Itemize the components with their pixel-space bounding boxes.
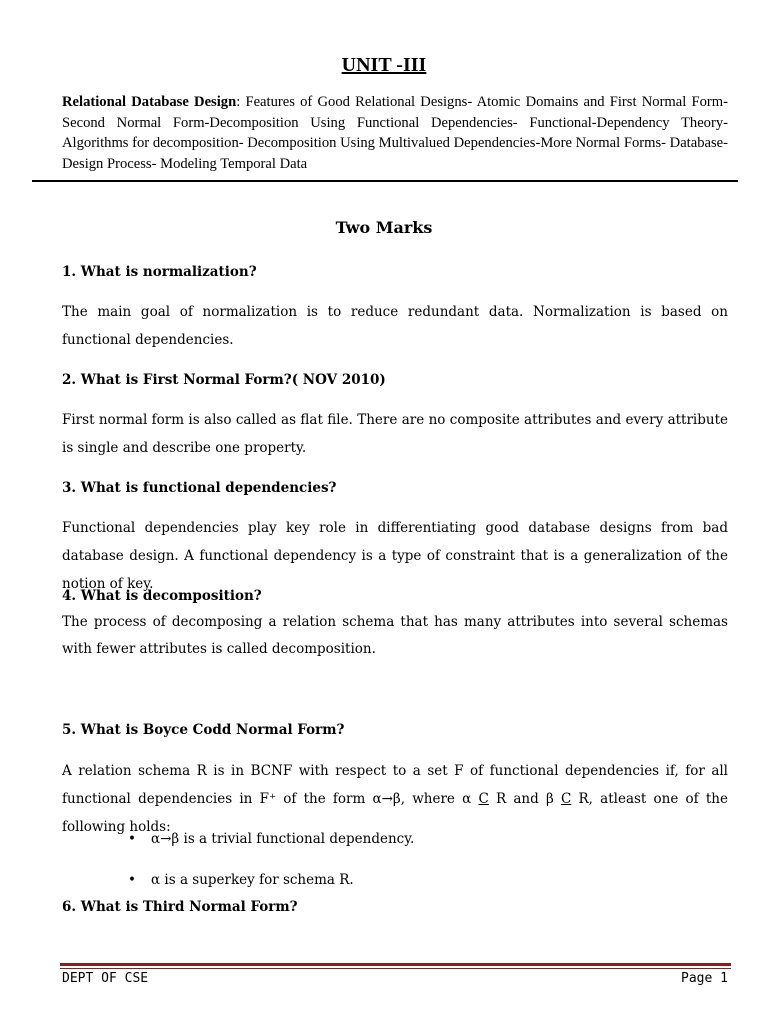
answer-2: First normal form is also called as flat file. There are no composite attributes and every attribute is single and describe one property. [62,412,728,456]
bullet-icon: • [128,831,136,847]
footer-department: DEPT OF CSE [62,971,149,986]
answer-4: The process of decomposing a relation schema that has many attributes into several schemas with fewer attributes is called decomposition. [62,614,728,657]
bcnf-condition-2 [128,872,528,892]
answer-3: Functional dependencies play key role in differentiating good database designs from bad database design. A functional dependency is a type of constraint that is a generalization of the notion of key. [62,520,728,592]
question-2: 2. What is First Normal Form?( NOV 2010) [62,372,386,388]
bullet-text: α→β is a trivial functional dependency. [151,831,415,847]
unit-summary [62,92,728,174]
footer-rule-thick [60,963,731,966]
question-5: 5. What is Boyce Codd Normal Form? [62,722,345,738]
answer-5-text-3: R, atleast one of the following holds: [62,791,728,835]
header-divider [32,180,738,182]
answer-5-text-1: A relation schema R is in BCNF with respect to a set F of functional dependencies if, for all functional dependencies in F⁺ of the form α→β, where α [62,763,728,807]
question-3: 3. What is functional dependencies? [62,480,337,496]
bullet-icon: • [128,872,136,888]
subset-symbol: C [560,791,572,807]
footer-page-number: Page 1 [681,971,728,986]
question-4: 4. What is decomposition? [62,588,262,604]
summary-topics: : Features of Good Relational Designs- Atomic Domains and First Normal Form- Second Normal Form-Decomposition Using Functional Dependencies- Functional-Dependency Theory-Algorithms for decomposition- Decomposition Using Multivalued Dependencies-More Normal Forms- Database-Design Process- Modeling Temporal Data [62,94,729,172]
answer-5 [62,757,728,841]
bullet-text: α is a superkey for schema R. [151,872,354,888]
subset-symbol: C [478,791,489,807]
summary-bold-topic: Relational Database Design [62,94,237,110]
footer-rule-thin [60,968,731,969]
question-1: 1. What is normalization? [62,264,257,280]
question-6: 6. What is Third Normal Form? [62,899,298,915]
section-heading: Two Marks [335,218,433,237]
unit-title: UNIT -III [341,54,427,76]
answer-1: The main goal of normalization is to reduce redundant data. Normalization is based on functional dependencies. [62,304,728,348]
bcnf-condition-1 [128,831,528,851]
answer-5-text-2: R and β [488,791,561,807]
